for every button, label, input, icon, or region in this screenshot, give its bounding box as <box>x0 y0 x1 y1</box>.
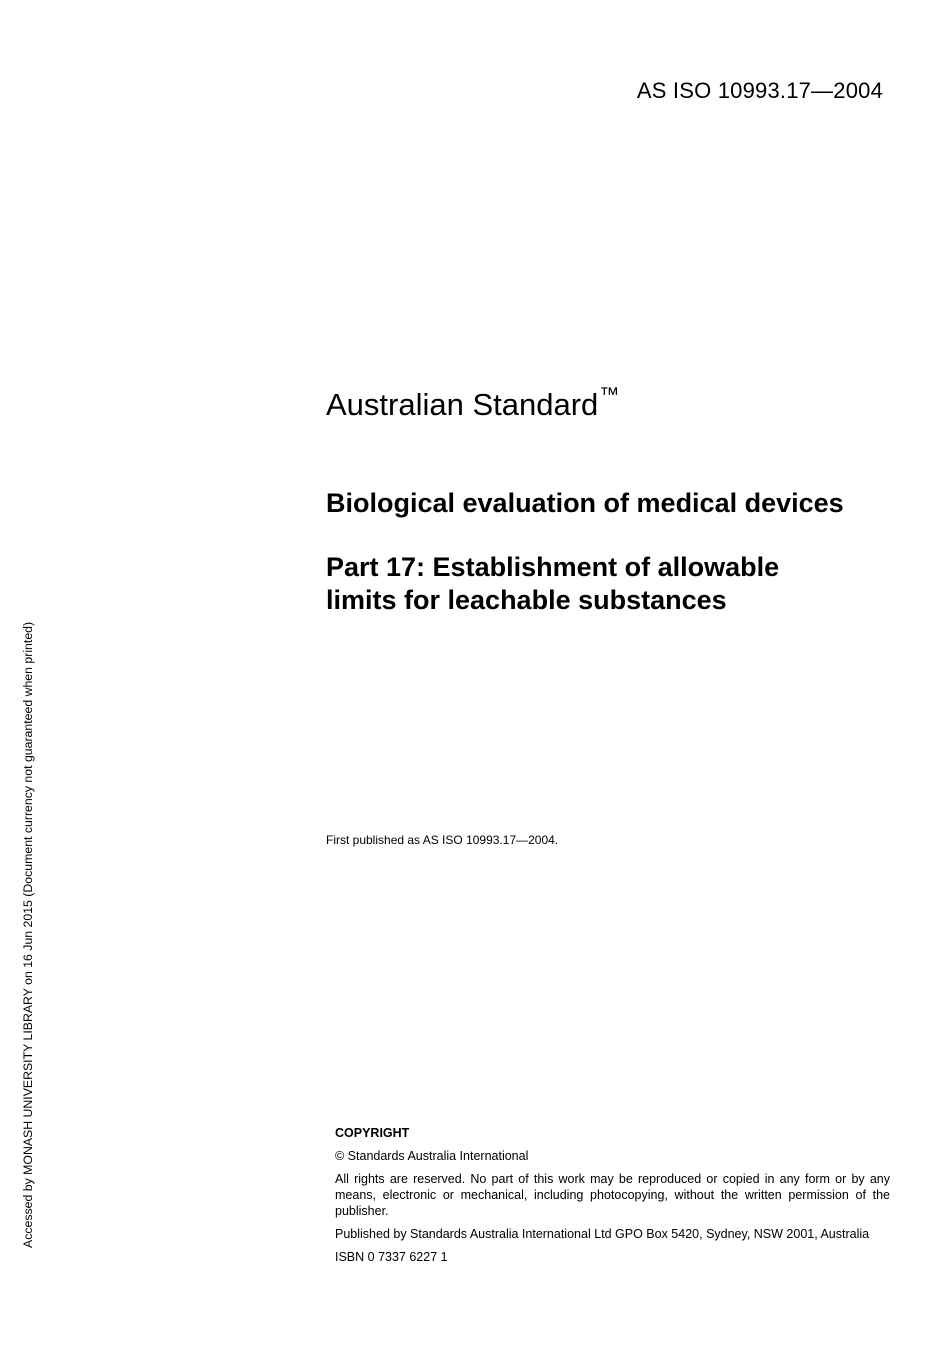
isbn: ISBN 0 7337 6227 1 <box>335 1250 448 1264</box>
document-number: AS ISO 10993.17—2004 <box>636 78 883 103</box>
copyright-holder: © Standards Australia International <box>335 1149 529 1163</box>
trademark-symbol: ™ <box>599 384 620 406</box>
copyright-heading: COPYRIGHT <box>335 1126 410 1140</box>
document-title: Biological evaluation of medical devices <box>326 488 844 518</box>
publisher-address: Published by Standards Australia International Ltd GPO Box 5420, Sydney, NSW 2001, Australia <box>335 1227 870 1241</box>
copyright-rights: All rights are reserved. No part of this work may be reproduced or copied in any form or by any means, electronic or mechanical, including photocopying, without the written permission of the publisher. <box>335 1172 890 1218</box>
first-published-note: First published as AS ISO 10993.17—2004. <box>326 833 559 847</box>
copyright-block <box>335 1125 890 1272</box>
standard-type-heading <box>326 384 619 423</box>
part-title: Part 17: Establishment of allowable limits for leachable substances <box>326 552 780 615</box>
access-watermark: Accessed by MONASH UNIVERSITY LIBRARY on 16 Jun 2015 (Document currency not guaranteed when printed) <box>21 621 35 1248</box>
standard-type-label: Australian Standard <box>326 387 599 422</box>
